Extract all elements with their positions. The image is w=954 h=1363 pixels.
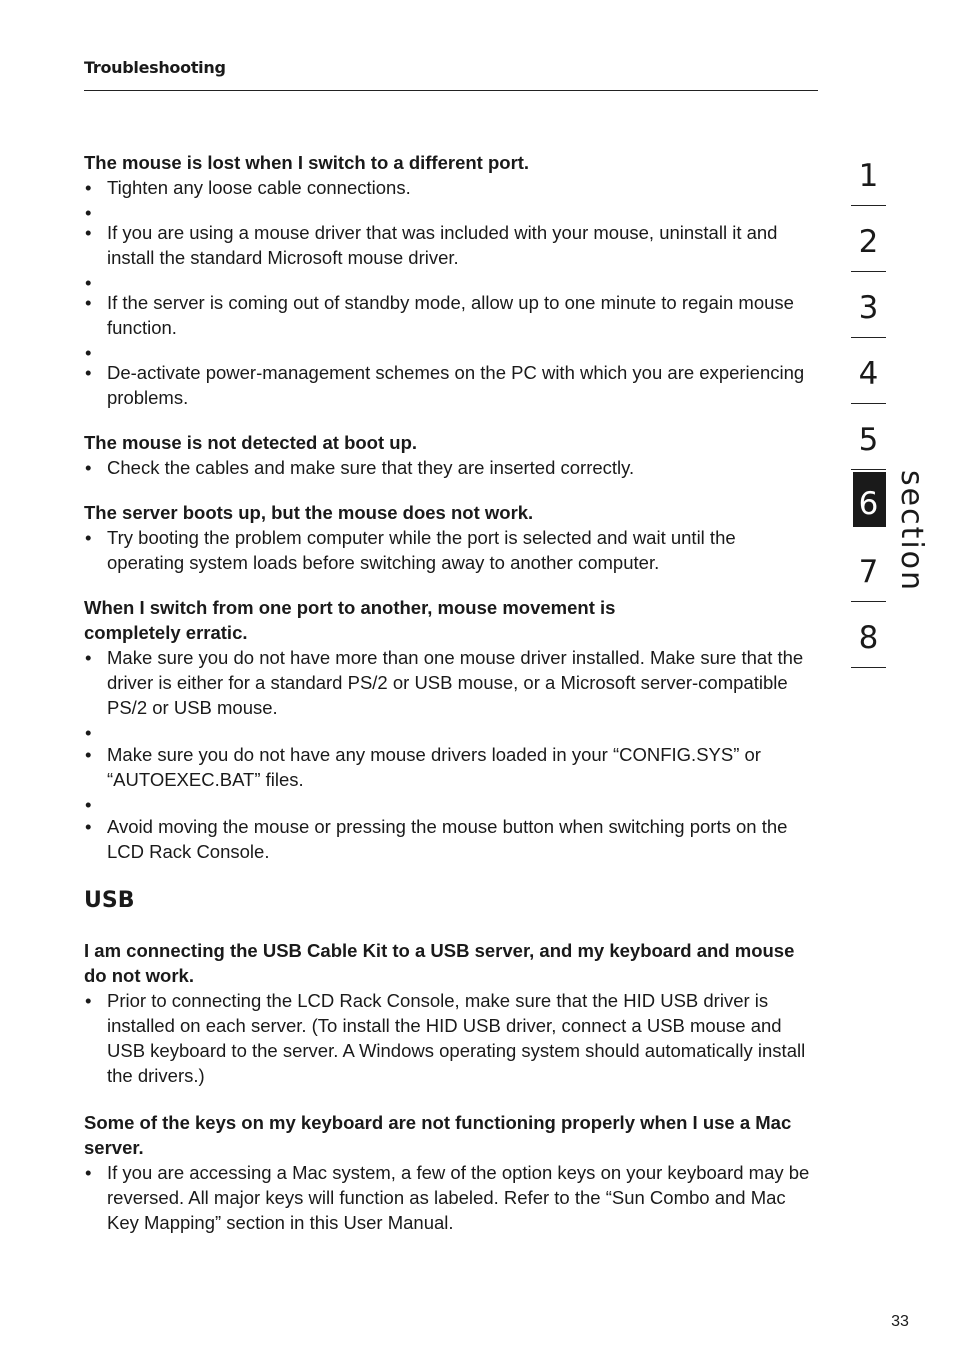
- list-item: • Try booting the problem computer while the port is selected and wait until the operating system loads before switching away to another computer.: [84, 525, 814, 575]
- spacer: [84, 864, 814, 886]
- answer-list: [84, 525, 814, 575]
- spacer: [84, 480, 814, 500]
- section-tab-8[interactable]: [851, 602, 886, 668]
- page-number: 33: [891, 1313, 909, 1330]
- section-label-text: section: [894, 470, 929, 593]
- list-item: • Check the cables and make sure that they are inserted correctly.: [84, 455, 814, 480]
- usb-section-heading: USB: [84, 888, 135, 913]
- faq-usb-kit: [84, 938, 814, 1088]
- section-tab-7[interactable]: [851, 536, 886, 602]
- answer-list: [84, 175, 814, 410]
- answer-list: [84, 1160, 814, 1235]
- section-tab-4[interactable]: [851, 338, 886, 404]
- list-item: • Make sure you do not have any mouse drivers loaded in your “CONFIG.SYS” or “AUTOEXEC.BAT” files.: [84, 742, 814, 792]
- main-content: [84, 150, 814, 1235]
- list-item: • De-activate power-management schemes on the PC with which you are experiencing problems.: [84, 360, 814, 410]
- spacer: [84, 200, 814, 220]
- list-item: • If you are accessing a Mac system, a few of the option keys on your keyboard may be reversed. All major keys will function as labeled. Refer to the “Sun Combo and Mac Key Mapping” section in this User Manual.: [84, 1160, 814, 1235]
- answer-list: [84, 988, 814, 1088]
- section-tab-5[interactable]: [851, 404, 886, 470]
- section-vertical-label: [894, 470, 934, 593]
- list-item: • If you are using a mouse driver that was included with your mouse, uninstall it and install the standard Microsoft mouse driver.: [84, 220, 814, 270]
- section-tab-label: 6: [858, 486, 879, 522]
- list-item: • Prior to connecting the LCD Rack Console, make sure that the HID USB driver is installed on each server. (To install the HID USB driver, connect a USB mouse and USB keyboard to the server. A Windows operating system should automatically install the drivers.): [84, 988, 814, 1088]
- list-item: • Avoid moving the mouse or pressing the mouse button when switching ports on the LCD Rack Console.: [84, 814, 814, 864]
- answer-list: [84, 645, 814, 864]
- list-item: • If the server is coming out of standby mode, allow up to one minute to regain mouse function.: [84, 290, 814, 340]
- answer-list: [84, 455, 814, 480]
- section-tab-label: 4: [858, 356, 879, 392]
- spacer: [84, 1088, 814, 1110]
- question-heading-line1: When I switch from one port to another, mouse movement is: [84, 597, 616, 618]
- spacer: [84, 916, 814, 938]
- spacer: [84, 340, 814, 360]
- question-heading: The mouse is not detected at boot up.: [84, 432, 418, 453]
- faq-mac-keys: [84, 1110, 814, 1235]
- faq-server-boots: [84, 500, 814, 575]
- question-heading: I am connecting the USB Cable Kit to a USB server, and my keyboard and mouse do not work.: [84, 940, 795, 986]
- question-heading: The server boots up, but the mouse does not work.: [84, 502, 534, 523]
- question-heading: The mouse is lost when I switch to a different port.: [84, 152, 530, 173]
- spacer: [84, 410, 814, 430]
- spacer: [84, 270, 814, 290]
- section-tab-1[interactable]: [851, 140, 886, 206]
- section-tab-2[interactable]: [851, 206, 886, 272]
- question-heading-line2: completely erratic.: [84, 622, 248, 643]
- spacer: [84, 720, 814, 742]
- section-tab-label: 2: [858, 224, 879, 260]
- section-tab-3[interactable]: [851, 272, 886, 338]
- list-item: • Make sure you do not have more than one mouse driver installed. Make sure that the driver is either for a standard PS/2 or USB mouse, or a Microsoft server-compatible PS/2 or USB mouse.: [84, 645, 814, 720]
- faq-mouse-not-detected: [84, 430, 814, 480]
- section-tab-label: 3: [858, 290, 879, 326]
- section-tab-label: 7: [858, 554, 879, 590]
- list-item: • Tighten any loose cable connections.: [84, 175, 814, 200]
- header-title: Troubleshooting: [84, 58, 226, 77]
- page-header: [84, 58, 818, 91]
- section-tab-6-active[interactable]: [851, 470, 886, 536]
- section-tab-label: 5: [858, 422, 879, 458]
- question-heading: Some of the keys on my keyboard are not functioning properly when I use a Mac server.: [84, 1112, 792, 1158]
- spacer: [84, 792, 814, 814]
- section-nav: [851, 140, 886, 668]
- section-tab-label: 1: [858, 158, 879, 194]
- spacer: [84, 575, 814, 595]
- faq-mouse-lost: [84, 150, 814, 410]
- faq-erratic-mouse: [84, 595, 814, 864]
- section-tab-label: 8: [858, 620, 879, 656]
